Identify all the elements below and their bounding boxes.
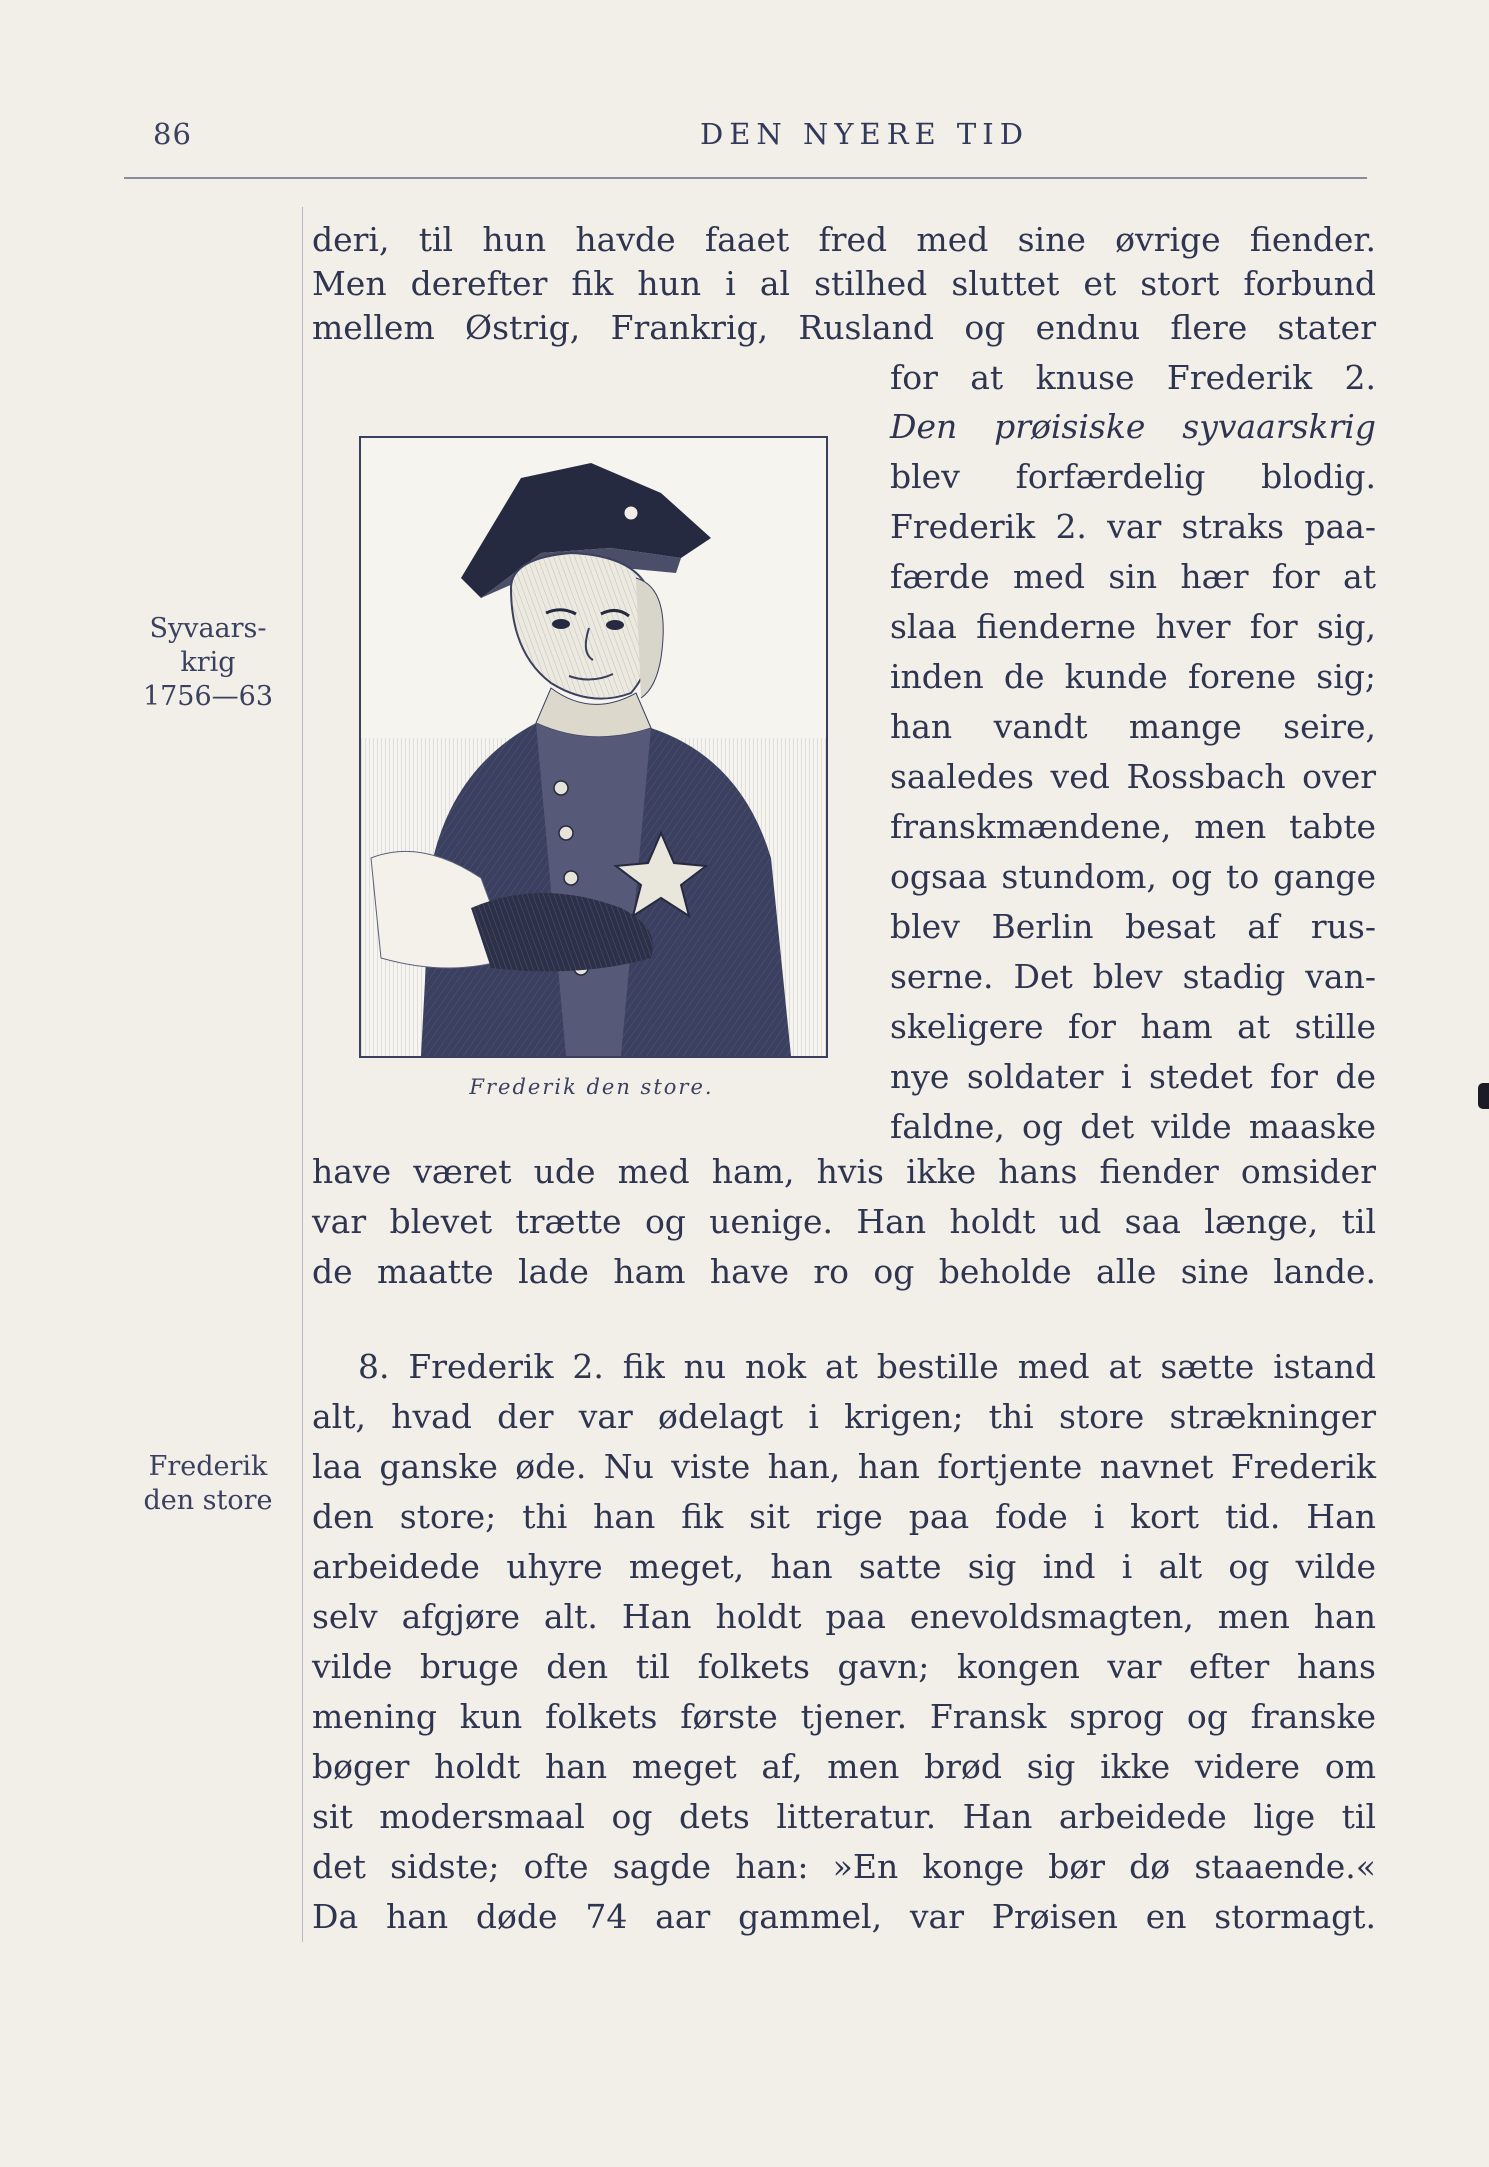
text-line: selv afgjøre alt. Han holdt paa enevoldsmagten, men han bbox=[312, 1597, 1376, 1636]
header-rule bbox=[124, 177, 1367, 179]
text-line: Men derefter fik hun i al stilhed sluttet et stort forbund bbox=[312, 264, 1376, 303]
margin-note-line: Syvaars- bbox=[149, 613, 267, 644]
text-line: Frederik 2. var straks paa- bbox=[890, 507, 1376, 546]
text-line: arbeidede uhyre meget, han satte sig ind i alt og vilde bbox=[312, 1547, 1376, 1586]
text-line: var blevet trætte og uenige. Han holdt ud saa længe, til bbox=[312, 1202, 1376, 1241]
text-line-italic: Den prøisiske syvaarskrig bbox=[890, 407, 1376, 446]
text-line: Da han døde 74 aar gammel, var Prøisen en stormagt. bbox=[312, 1897, 1376, 1936]
margin-note-line: Frederik bbox=[148, 1451, 268, 1482]
text-line: franskmændene, men tabte bbox=[890, 807, 1376, 846]
text-line: laa ganske øde. Nu viste han, han fortjente navnet Frederik bbox=[312, 1447, 1376, 1486]
text-line: for at knuse Frederik 2. bbox=[890, 358, 1376, 397]
page-number: 86 bbox=[153, 117, 192, 151]
text-line: faldne, og det vilde maaske bbox=[890, 1107, 1376, 1146]
text-line: de maatte lade ham have ro og beholde alle sine lande. bbox=[312, 1252, 1376, 1291]
text-line: deri, til hun havde faaet fred med sine øvrige fiender. bbox=[312, 220, 1376, 259]
text-line: blev Berlin besat af rus- bbox=[890, 907, 1376, 946]
text-line: alt, hvad der var ødelagt i krigen; thi store strækninger bbox=[312, 1397, 1376, 1436]
text-line: blev forfærdelig blodig. bbox=[890, 457, 1376, 496]
text-line: mellem Østrig, Frankrig, Rusland og endnu flere stater bbox=[312, 308, 1376, 347]
margin-note-line: krig bbox=[180, 647, 236, 678]
text-line: han vandt mange seire, bbox=[890, 707, 1376, 746]
portrait-engraving bbox=[361, 438, 826, 1056]
portrait-illustration bbox=[359, 436, 828, 1058]
text-line: færde med sin hær for at bbox=[890, 557, 1376, 596]
text-line: have været ude med ham, hvis ikke hans fiender omsider bbox=[312, 1152, 1376, 1191]
text-line: ogsaa stundom, og to gange bbox=[890, 857, 1376, 896]
page-edge-mark bbox=[1478, 1083, 1489, 1109]
text-line: mening kun folkets første tjener. Fransk sprog og franske bbox=[312, 1697, 1376, 1736]
text-line: det sidste; ofte sagde han: »En konge bør dø staaende.« bbox=[312, 1847, 1376, 1886]
running-head: DEN NYERE TID bbox=[700, 117, 1029, 151]
text-line: serne. Det blev stadig van- bbox=[890, 957, 1376, 996]
paragraph-start-line: 8. Frederik 2. fik nu nok at bestille med at sætte istand bbox=[358, 1347, 1376, 1386]
figure-caption: Frederik den store. bbox=[469, 1075, 714, 1099]
text-line: bøger holdt han meget af, men brød sig ikke videre om bbox=[312, 1747, 1376, 1786]
margin-note-frederik bbox=[118, 1450, 298, 1518]
text-line: vilde bruge den til folkets gavn; kongen var efter hans bbox=[312, 1647, 1376, 1686]
text-line: skeligere for ham at stille bbox=[890, 1007, 1376, 1046]
text-line: inden de kunde forene sig; bbox=[890, 657, 1376, 696]
margin-note-line: 1756—63 bbox=[142, 681, 274, 712]
text-line: sit modersmaal og dets litteratur. Han arbeidede lige til bbox=[312, 1797, 1376, 1836]
text-line: den store; thi han fik sit rige paa fode i kort tid. Han bbox=[312, 1497, 1376, 1536]
margin-rule bbox=[302, 207, 303, 1942]
margin-note-line: den store bbox=[143, 1485, 273, 1516]
margin-note-syvaarskrig bbox=[118, 612, 298, 714]
text-line: saaledes ved Rossbach over bbox=[890, 757, 1376, 796]
text-line: nye soldater i stedet for de bbox=[890, 1057, 1376, 1096]
text-line: slaa fienderne hver for sig, bbox=[890, 607, 1376, 646]
